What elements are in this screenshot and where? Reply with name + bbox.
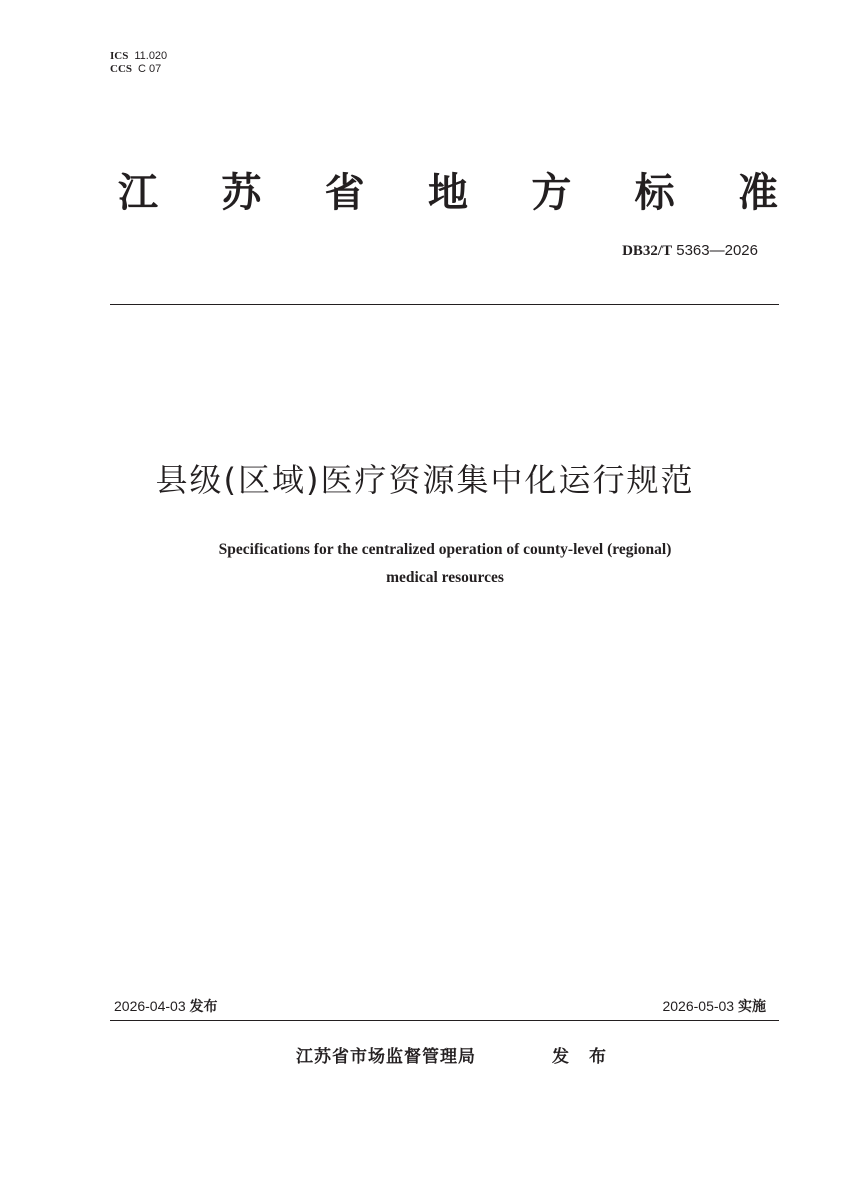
implement-date-value: 2026-05-03 [662,998,735,1014]
standard-type-char: 地 [427,170,468,216]
classification-block [110,50,167,76]
standard-type-char: 准 [737,170,778,216]
publish-label: 发布 [552,1047,626,1067]
ics-line [110,50,167,63]
standard-type-char: 苏 [221,170,262,216]
publisher-name: 江苏省市场监督管理局 [296,1047,476,1067]
standard-type-char: 方 [531,170,572,216]
ccs-label: CCS [110,63,133,75]
issue-date-value: 2026-04-03 [114,998,186,1014]
bottom-divider [110,1020,779,1021]
ics-code: 11.020 [134,50,168,62]
standard-type-char: 省 [324,170,365,216]
standard-number [622,242,758,260]
ccs-line [110,63,167,76]
standard-number-value: 5363—2026 [676,242,758,259]
standard-type-char: 江 [118,170,158,216]
standard-type-title [118,168,778,218]
implement-date [662,997,766,1016]
issue-date [114,997,218,1016]
document-title-en [100,536,790,592]
top-divider [110,304,779,305]
document-title-cn: 县级(区域)医疗资源集中化运行规范 [155,461,695,499]
standard-type-char: 标 [634,170,675,216]
standard-number-prefix: DB32/T [622,243,673,259]
ics-label: ICS [110,50,129,62]
implement-date-suffix: 实施 [738,999,766,1015]
issue-date-suffix: 发布 [189,999,218,1015]
document-title-en-line1: Specifications for the centralized operation of county-level (regional) [218,541,672,558]
ccs-code: C 07 [138,63,162,75]
document-title-en-line2: medical resources [386,569,504,586]
